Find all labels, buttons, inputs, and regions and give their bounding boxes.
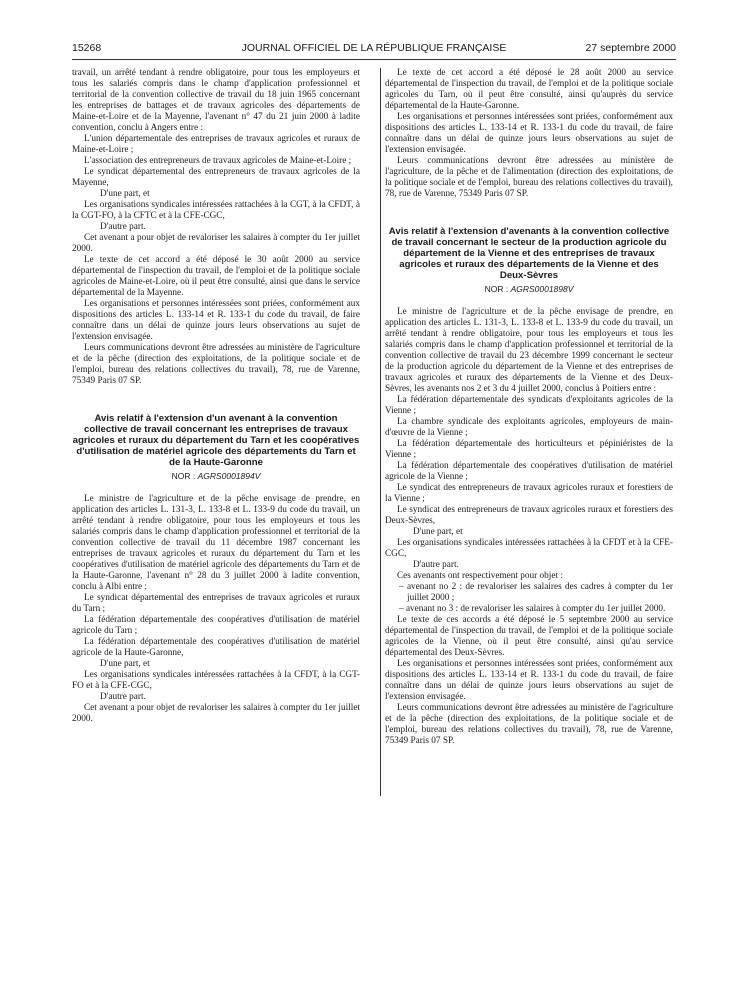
paragraph: La fédération départementale des syndicats d'exploitants agricoles de la Vienne ;	[385, 395, 673, 416]
paragraph: Le texte de ces accords a été déposé le 5 septembre 2000 au service départemental de l'inspection du travail, de l'emploi et de la politique sociale agricoles de la Vienne, où il peut être consulté, ainsi qu'au service départemental des Deux-Sèvres.	[385, 615, 673, 658]
nor-reference	[385, 284, 673, 295]
paragraph: La fédération départementale des coopératives d'utilisation de matériel agricole de la Vienne ;	[385, 461, 673, 482]
page-header	[72, 42, 676, 56]
nor-label: NOR :	[171, 471, 196, 481]
paragraph: Leurs communications devront être adressées au ministère de l'agriculture et de la pêche (direction des exploitations, de la politique sociale et de l'emploi, bureau des relations collectives du travail), 78, rue de Varenne, 75349 Paris 07 SP.	[72, 343, 360, 386]
paragraph: Le texte de cet accord a été déposé le 28 août 2000 au service départemental de l'inspection du travail, de l'emploi et de la politique sociale agricoles du Tarn, où il peut être consulté, ainsi qu'auprès du service départemental de la Haute-Garonne.	[385, 68, 673, 111]
paragraph: Les organisations et personnes intéressées sont priées, conformément aux dispositions des articles L. 133-14 et R. 133-1 du code du travail, de faire connaître dans un délai de quinze jours leurs observations au sujet de l'extension envisagée.	[72, 299, 360, 342]
paragraph: L'union départementale des entreprises de travaux agricoles et ruraux de Maine-et-Loire ;	[72, 134, 360, 155]
paragraph: Le ministre de l'agriculture et de la pêche envisage de prendre, en application des articles L. 131-3, L. 133-8 et L. 133-9 du code du travail, un arrêté tendant à rendre obligatoire, pour tous les employeurs et tous les salariés compris dans le champ d'application professionnel et territorial de la convention collective de travail du 11 décembre 1987 concernant les entreprises de travaux agricoles et ruraux du département du Tarn et les coopératives d'utilisation de matériel agricole des départements du Tarn et de la Haute-Garonne, l'avenant n° 28 du 3 juillet 2000 à ladite convention, conclu à Albi entre :	[72, 494, 360, 592]
paragraph: Le syndicat départemental des entrepreneurs de travaux agricoles de la Mayenne,	[72, 167, 360, 188]
list-item: – avenant no 3 : de revaloriser les salaires à compter du 1er juillet 2000.	[399, 604, 666, 614]
paragraph: D'autre part.	[100, 222, 146, 232]
nor-reference	[72, 471, 360, 482]
paragraph: Leurs communications devront être adressées au ministère de l'agriculture et de la pêche (direction des exploitations, de la politique sociale et de l'emploi, bureau des relations collectives du travail), 78, rue de Varenne, 75349 Paris 07 SP.	[385, 703, 673, 746]
paragraph: D'autre part.	[413, 560, 459, 570]
paragraph: travail, un arrêté tendant à rendre obligatoire, pour tous les employeurs et tous les salariés compris dans le champ d'application professionnel et territorial de la convention collective de travail du 18 juin 1965 concernant les entreprises de battages et de travaux agricoles des départements de Maine-et-Loire et de la Mayenne, l'avenant n° 47 du 21 juin 2000 à ladite convention, conclu à Angers entre :	[72, 68, 360, 133]
paragraph: Les organisations syndicales intéressées rattachées à la CFDT, à la CGT-FO et à la CFE-CGC,	[72, 670, 360, 691]
paragraph: Les organisations syndicales intéressées rattachées à la CGT, à la CFDT, à la CGT-FO, à la CFTC et à la CFE-CGC,	[72, 200, 360, 221]
paragraph: Leurs communications devront être adressées au ministère de l'agriculture, de la pêche et de l'alimentation (direction des exploitations, de la politique sociale et de l'emploi, bureau des relations collectives du travail), 78, rue de Varenne, 75349 Paris 07 SP.	[385, 156, 673, 199]
paragraph: L'association des entrepreneurs de travaux agricoles de Maine-et-Loire ;	[84, 156, 352, 166]
notice-title: Avis relatif à l'extension d'avenants à la convention collective de travail concernant le secteur de la production agricole du département de la Vienne et des entreprises de travaux agricoles et ruraux des départements de la Vienne et des Deux-Sèvres	[388, 226, 670, 281]
left-column	[72, 68, 360, 725]
journal-title: JOURNAL OFFICIEL DE LA RÉPUBLIQUE FRANÇAISE	[241, 42, 507, 54]
issue-date: 27 septembre 2000	[585, 42, 676, 54]
paragraph: Les organisations et personnes intéressées sont priées, conformément aux dispositions des articles L. 133-14 et R. 133-1 du code du travail, de faire connaître dans un délai de quinze jours leurs observations au sujet de l'extension envisagée.	[385, 659, 673, 702]
right-column	[385, 68, 673, 747]
paragraph: D'autre part.	[100, 692, 146, 702]
paragraph: Le syndicat des entrepreneurs de travaux agricoles ruraux et forestiers de la Vienne ;	[385, 483, 673, 504]
paragraph: Cet avenant a pour objet de revaloriser les salaires à compter du 1er juillet 2000.	[72, 233, 360, 254]
paragraph: Ces avenants ont respectivement pour objet :	[397, 571, 563, 581]
paragraph: Le texte de cet accord a été déposé le 30 août 2000 au service départemental de l'inspection du travail, de l'emploi et de la politique sociale agricoles de Maine-et-Loire, où il peut être consulté, ainsi que dans le service départemental de la Mayenne.	[72, 255, 360, 298]
paragraph: D'une part, et	[413, 527, 463, 537]
paragraph: D'une part, et	[100, 659, 150, 669]
paragraph: La chambre syndicale des exploitants agricoles, employeurs de main-d'œuvre de la Vienne ;	[385, 417, 673, 438]
paragraph: Le syndicat départemental des entreprises de travaux agricoles et ruraux du Tarn ;	[72, 593, 360, 614]
nor-code: AGRS0001894V	[197, 471, 261, 481]
paragraph: Le ministre de l'agriculture et de la pêche envisage de prendre, en application des articles L. 131-3, L. 133-8 et L. 133-9 du code du travail, un arrêté tendant à rendre obligatoire, pour tous les employeurs et tous les salariés compris dans le champ d'application professionnel et territorial de la convention collective de travail du 23 décembre 1999 concernant le secteur de la production agricole du département de la Vienne et des entreprises de travaux agricoles et ruraux des départements de la Vienne et des Deux-Sèvres, les avenants nos 2 et 3 du 4 juillet 2000, conclus à Poitiers entre :	[385, 307, 673, 394]
paragraph: La fédération départementale des coopératives d'utilisation de matériel agricole de la Haute-Garonne,	[72, 637, 360, 658]
paragraph: Les organisations et personnes intéressées sont priées, conformément aux dispositions des articles L. 133-14 et R. 133-1 du code du travail, de faire connaître dans un délai de quinze jours leurs observations au sujet de l'extension envisagée.	[385, 112, 673, 155]
paragraph: La fédération départementale des horticulteurs et pépiniéristes de la Vienne ;	[385, 439, 673, 460]
paragraph: D'une part, et	[100, 189, 150, 199]
nor-label: NOR :	[484, 284, 509, 294]
nor-code: AGRS0001898V	[510, 284, 574, 294]
paragraph: Cet avenant a pour objet de revaloriser les salaires à compter du 1er juillet 2000.	[72, 703, 360, 724]
list-item: – avenant no 2 : de revaloriser les salaires des cadres à compter du 1er juillet 2000 ;	[399, 582, 673, 603]
notice-title: Avis relatif à l'extension d'un avenant à la convention collective de travail concernant les entreprises de travaux agricoles et ruraux du département du Tarn et les coopératives d'utilisation de matériel agricole des départements du Tarn et de la Haute-Garonne	[72, 413, 360, 468]
paragraph: Les organisations syndicales intéressées rattachées à la CFDT et à la CFE-CGC,	[385, 538, 673, 559]
header-rule	[72, 59, 676, 60]
paragraph: La fédération départementale des coopératives d'utilisation de matériel agricole du Tarn ;	[72, 615, 360, 636]
column-divider	[380, 68, 381, 796]
paragraph: Le syndicat des entrepreneurs de travaux agricoles ruraux et forestiers des Deux-Sèvres,	[385, 505, 673, 526]
page-number: 15268	[72, 42, 102, 54]
